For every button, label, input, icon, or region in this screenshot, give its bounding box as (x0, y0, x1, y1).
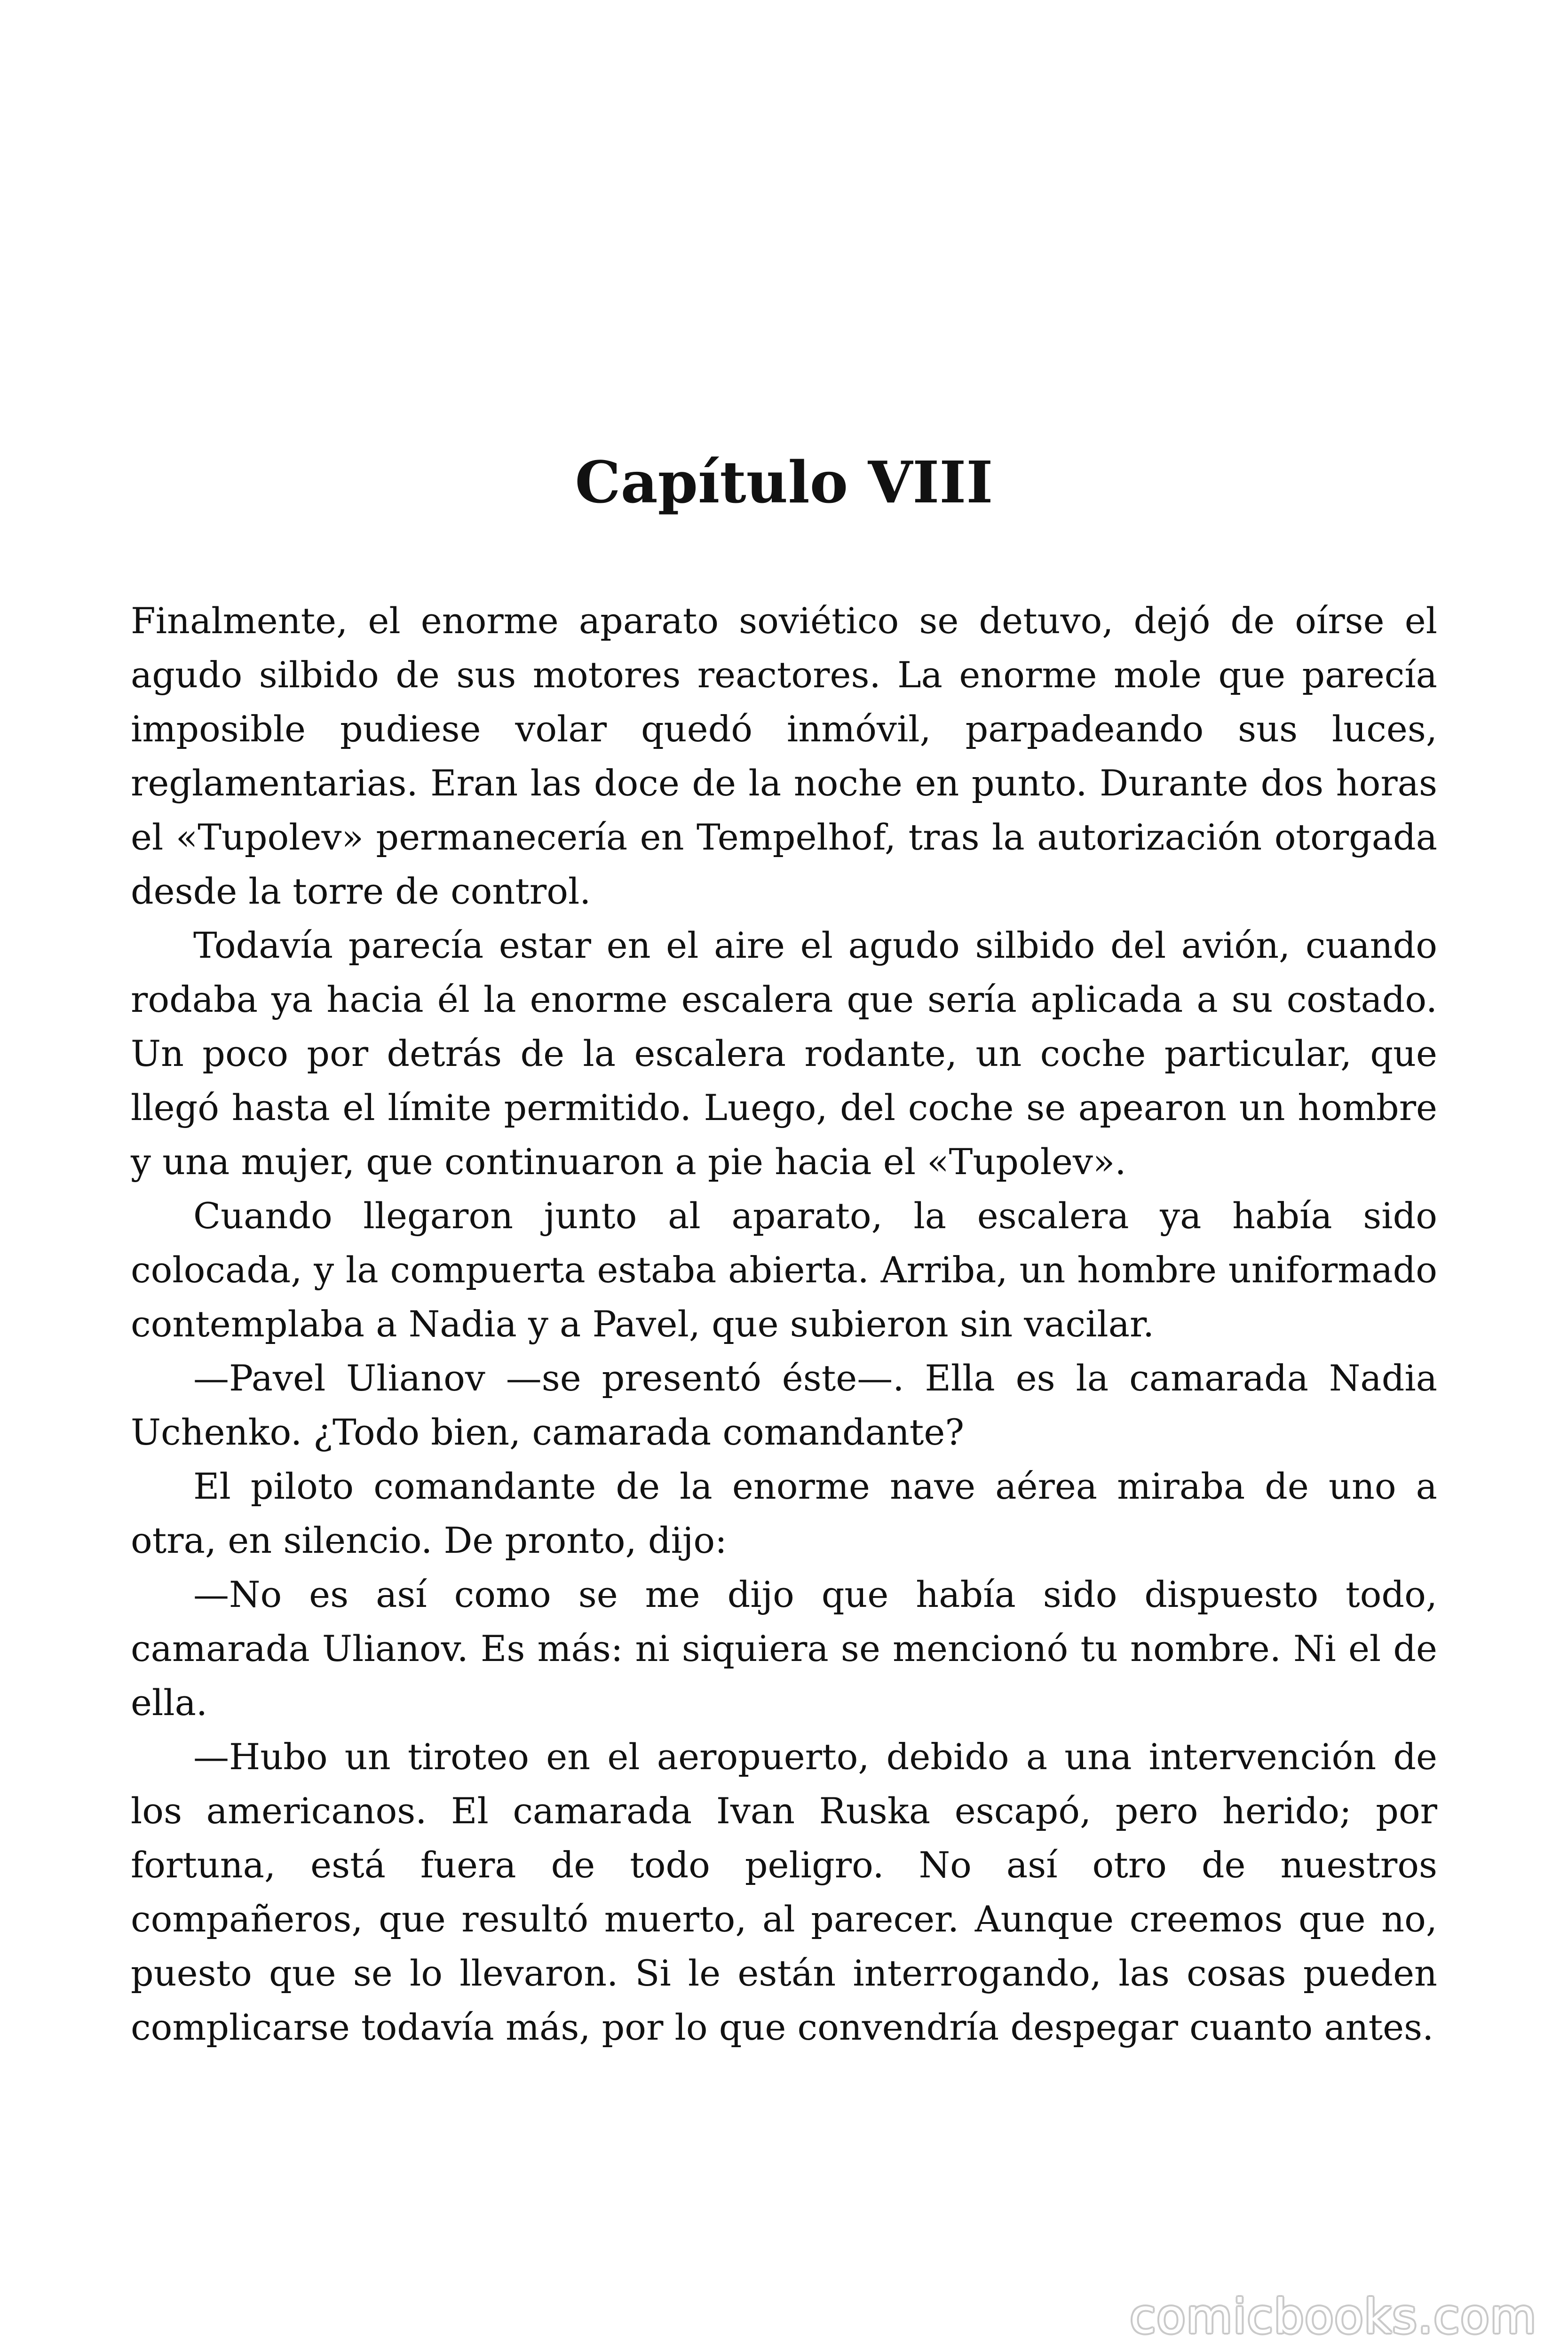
paragraph: —No es así como se me dijo que había sido dispuesto todo, camarada Ulianov. Es más: ni siquiera se mencionó tu nombre. Ni el de ella. (131, 1573, 1437, 1724)
paragraph: Finalmente, el enorme aparato soviético se detuvo, dejó de oírse el agudo silbido de sus motores reactores. La enorme mole que parecía imposible pudiese volar quedó inmóvil, parpadeando sus luces, reglamentarias. Eran las doce de la noche en punto. Durante dos horas el «Tupolev» permanecería en Tempelhof, tras la autorización otorgada desde la torre de control. (131, 600, 1437, 912)
chapter-body (131, 594, 1437, 2054)
paragraph: Cuando llegaron junto al aparato, la escalera ya había sido colocada, y la compuerta estaba abierta. Arriba, un hombre uniformado contemplaba a Nadia y a Pavel, que subieron sin vacilar. (131, 1195, 1437, 1345)
chapter-title: Capítulo VIII (575, 448, 993, 516)
paragraph: —Pavel Ulianov —se presentó éste—. Ella es la camarada Nadia Uchenko. ¿Todo bien, camarada comandante? (131, 1357, 1437, 1453)
paragraph: —Hubo un tiroteo en el aeropuerto, debido a una intervención de los americanos. El camarada Ivan Ruska escapó, pero herido; por fortuna, está fuera de todo peligro. No así otro de nuestros compañeros, que resultó muerto, al parecer. Aunque creemos que no, puesto que se lo llevaron. Si le están interrogando, las cosas pueden complicarse todavía más, por lo que convendría despegar cuanto antes. (131, 1736, 1437, 2048)
paragraph: El piloto comandante de la enorme nave aérea miraba de uno a otra, en silencio. De pronto, dijo: (131, 1465, 1437, 1561)
paragraph: Todavía parecía estar en el aire el agudo silbido del avión, cuando rodaba ya hacia él la enorme escalera que sería aplicada a su costado. Un poco por detrás de la escalera rodante, un coche particular, que llegó hasta el límite permitido. Luego, del coche se apearon un hombre y una mujer, que continuaron a pie hacia el «Tupolev». (131, 924, 1437, 1183)
watermark: comicbooks.com (1130, 2289, 1537, 2344)
